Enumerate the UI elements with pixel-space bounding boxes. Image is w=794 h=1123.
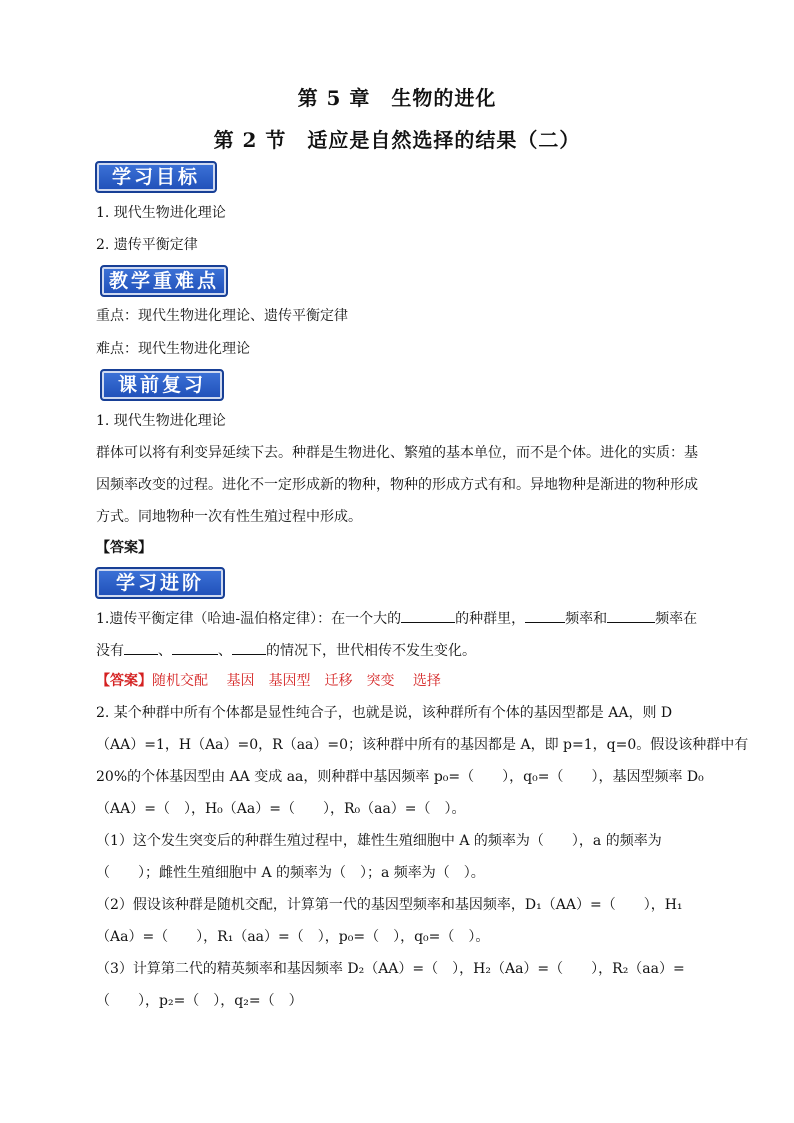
review-paragraph-line2: 因频率改变的过程。进化不一定形成新的物种，物种的形成方式有和。异地物种是渐进的物种形成 bbox=[96, 477, 698, 493]
badge-learning-goals: 学习目标 bbox=[95, 161, 217, 193]
q2-sub2-line2: （Aa）=（ ），R₁（aa）=（ ），p₀=（ ），q₀=（ ）。 bbox=[96, 929, 490, 945]
blank[interactable] bbox=[124, 640, 158, 655]
review-paragraph-line3: 方式。同地物种一次有性生殖过程中形成。 bbox=[96, 509, 362, 525]
q1-answer bbox=[96, 671, 701, 691]
review-answer-label: 【答案】 bbox=[96, 540, 152, 556]
review-item-1: 1. 现代生物进化理论 bbox=[96, 413, 226, 429]
q1-line1: 1.遗传平衡定律（哈迪-温伯格定律）：在一个大的 的种群里， 频率和 频率在 bbox=[96, 608, 701, 629]
blank[interactable] bbox=[401, 608, 455, 623]
blank[interactable] bbox=[607, 608, 655, 623]
answer-text: 随机交配 基因 基因型 迁移 突变 选择 bbox=[152, 673, 441, 689]
q2-sub3-line2: （ ），p₂=（ ），q₂=（ ） bbox=[96, 993, 303, 1009]
badge-review: 课前复习 bbox=[100, 369, 224, 401]
q2-line4: （AA）=（ ），H₀（Aa）=（ ），R₀（aa）=（ ）。 bbox=[96, 801, 466, 817]
q2-line1: 2. 某个种群中所有个体都是显性纯合子，也就是说，该种群所有个体的基因型都是 AA，则 D bbox=[96, 705, 673, 721]
q2-line2: （AA）=1，H（Aa）=0，R（aa）=0；该种群中所有的基因都是 A，即 p=1，q=0。假设该种群中有 bbox=[96, 737, 749, 753]
answer-label: 【答案】 bbox=[96, 673, 152, 689]
q2-line3: 20%的个体基因型由 AA 变成 aa，则种群中基因频率 p₀=（ ），q₀=（ ），基因型频率 D₀ bbox=[96, 769, 704, 785]
q2-sub1-line1: （1）这个发生突变后的种群生殖过程中，雄性生殖细胞中 A 的频率为（ ），a 的频率为 bbox=[96, 833, 662, 849]
blank[interactable] bbox=[525, 608, 565, 623]
badge-advance: 学习进阶 bbox=[95, 567, 225, 599]
review-paragraph-line1: 群体可以将有利变异延续下去。种群是生物进化、繁殖的基本单位，而不是个体。进化的实质：基 bbox=[96, 445, 698, 461]
section-title: 第 2 节 适应是自然选择的结果（二） bbox=[213, 128, 581, 152]
q2-sub3-line1: （3）计算第二代的精英频率和基因频率 D₂（AA）=（ ），H₂（Aa）=（ ），R₂（aa）= bbox=[96, 961, 685, 977]
blank[interactable] bbox=[232, 640, 266, 655]
goal-item-2: 2. 遗传平衡定律 bbox=[96, 237, 198, 253]
key-point-focus: 重点：现代生物进化理论、遗传平衡定律 bbox=[96, 308, 348, 324]
q2-sub2-line1: （2）假设该种群是随机交配，计算第一代的基因型频率和基因频率，D₁（AA）=（ ），H₁ bbox=[96, 897, 683, 913]
badge-key-points: 教学重难点 bbox=[100, 265, 228, 297]
key-point-difficulty: 难点：现代生物进化理论 bbox=[96, 341, 250, 357]
q2-sub1-line2: （ ）；雌性生殖细胞中 A 的频率为（ ）；a 频率为（ ）。 bbox=[96, 865, 485, 881]
chapter-title: 第 5 章 生物的进化 bbox=[297, 86, 497, 110]
blank[interactable] bbox=[172, 640, 218, 655]
q1-line2: 没有 、 、 的情况下，世代相传不发生变化。 bbox=[96, 640, 701, 661]
goal-item-1: 1. 现代生物进化理论 bbox=[96, 205, 226, 221]
